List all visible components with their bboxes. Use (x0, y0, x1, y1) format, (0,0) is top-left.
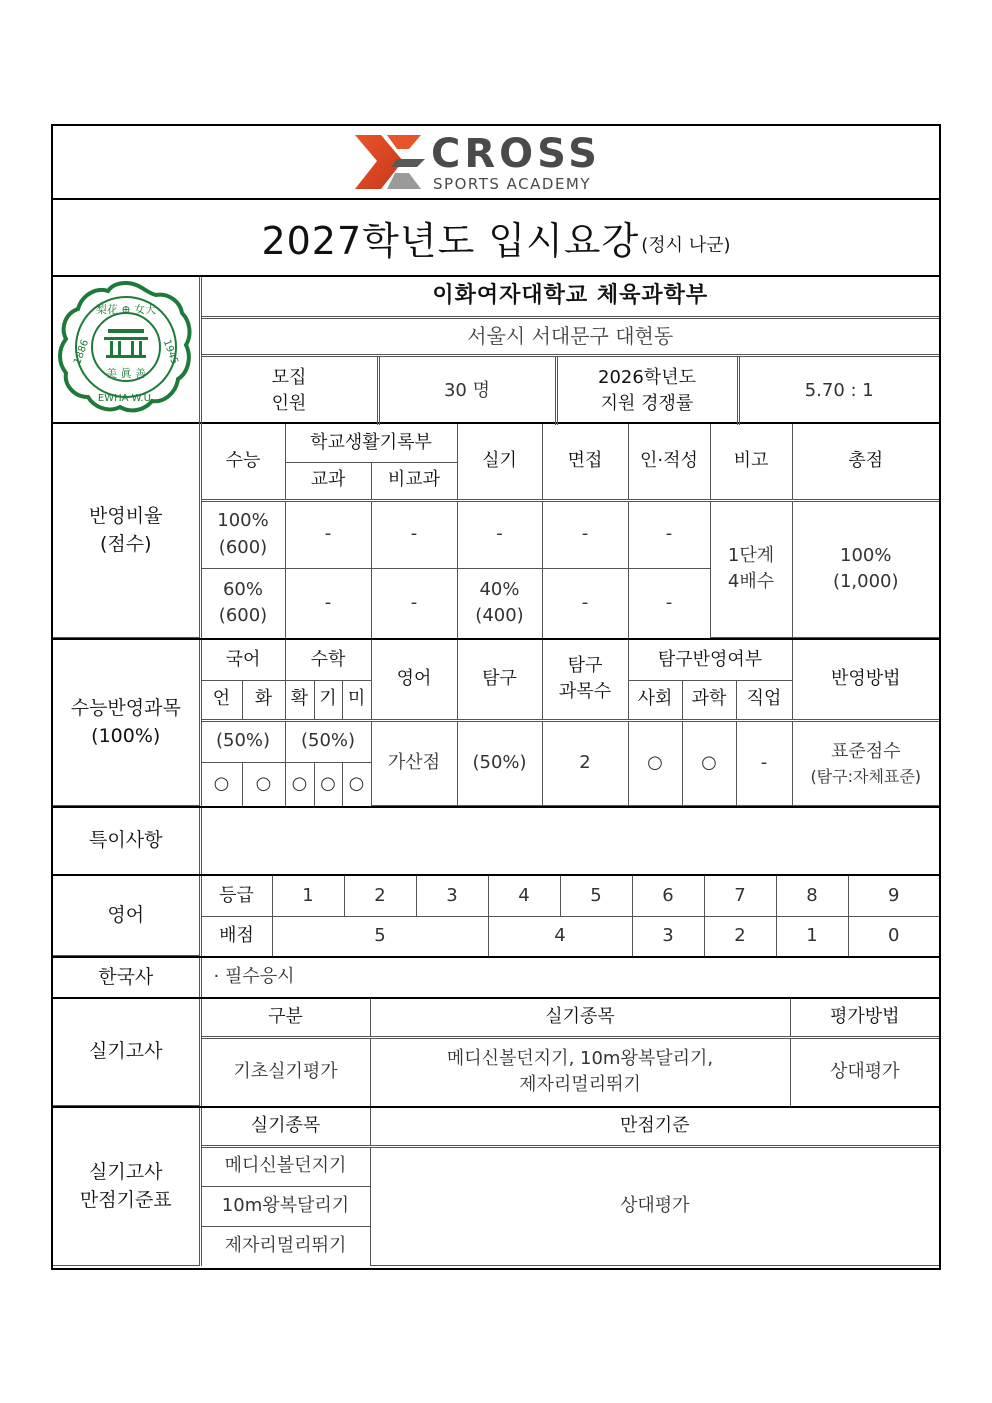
suneung-korean-pct: (50%) (200, 720, 285, 762)
suneung-header-method: 반영방법 (792, 640, 939, 720)
suneung-inquiry-pct: (50%) (457, 720, 542, 806)
practical-table (53, 999, 939, 1106)
ratio-row2-nonsubject: - (371, 568, 457, 638)
english-score-cell: 3 (632, 916, 704, 956)
suneung-science-mark: ○ (682, 720, 736, 806)
english-grade-cell: 4 (488, 876, 560, 916)
criteria-event: 10m왕복달리기 (200, 1186, 370, 1226)
suneung-mark-hwa: ○ (242, 762, 285, 806)
criteria-band (53, 1108, 939, 1268)
ratio-label (53, 424, 200, 638)
ratio-row2-suneung-pts: (600) (218, 605, 268, 626)
ratio-total-pts: (1,000) (832, 571, 899, 593)
english-score-cell: 2 (704, 916, 776, 956)
suneung-mark-gi: ○ (314, 762, 342, 806)
criteria-label-line1: 실기고사 (89, 1160, 163, 1183)
ratio-header-aptitude: 인·적성 (628, 424, 710, 500)
suneung-sub-eon: 언 (200, 680, 242, 720)
ratio-row1-aptitude: - (628, 500, 710, 568)
ratio-header-note: 비고 (710, 424, 792, 500)
admission-sheet (51, 124, 941, 1270)
english-score-cell: 5 (272, 916, 488, 956)
suneung-sub-hwak: 확 (285, 680, 314, 720)
emblem-top-text: 梨花 ⊕ 女大 (95, 303, 156, 316)
english-grade-cell: 7 (704, 876, 776, 916)
suneung-sub-mi: 미 (342, 680, 371, 720)
suneung-table (53, 640, 939, 806)
history-table (53, 958, 939, 997)
practical-events (370, 1037, 790, 1106)
ratio-row1-nonsubject: - (371, 500, 457, 568)
practical-events-line1: 메디신볼던지기, 10m왕복달리기, (446, 1047, 714, 1069)
recruit-label-line2: 인원 (271, 392, 307, 414)
emblem-year-right: 1945 (160, 338, 180, 366)
suneung-mark-mi: ○ (342, 762, 371, 806)
suneung-header-inq-count-line2: 과목수 (558, 681, 612, 703)
suneung-mark-hwak: ○ (285, 762, 314, 806)
practical-label: 실기고사 (53, 999, 200, 1106)
ratio-header-nonsubject: 비교과 (371, 462, 457, 500)
ratio-total (792, 500, 939, 638)
recruit-label (200, 355, 378, 425)
english-score-cell: 0 (848, 916, 939, 956)
ratio-header-interview: 면접 (542, 424, 628, 500)
english-grade-cell: 1 (272, 876, 344, 916)
suneung-header-inquiry: 탐구 (457, 640, 542, 720)
suneung-label (53, 640, 200, 806)
criteria-event: 메디신볼던지기 (200, 1146, 370, 1186)
special-content (200, 808, 939, 874)
brand-name: CROSS (431, 131, 601, 177)
suneung-header-inq-count (542, 640, 628, 720)
history-content: · 필수응시 (200, 958, 939, 997)
criteria-header-standard: 만점기준 (370, 1108, 939, 1146)
criteria-header-event: 실기종목 (200, 1108, 370, 1146)
english-grade-cell: 3 (416, 876, 488, 916)
suneung-header-english: 영어 (371, 640, 457, 720)
english-grade-cell: 9 (848, 876, 939, 916)
logo-band (53, 126, 939, 200)
special-table (53, 808, 939, 874)
criteria-standard: 상대평가 (370, 1146, 939, 1266)
criteria-label (53, 1108, 200, 1266)
suneung-job-mark: - (736, 720, 792, 806)
english-band (53, 876, 939, 958)
ratio-header-subject: 교과 (285, 462, 371, 500)
ratio-label-line1: 반영비율 (89, 504, 163, 527)
ratio-row1-suneung (200, 500, 285, 568)
history-label: 한국사 (53, 958, 200, 997)
suneung-header-inq-count-line1: 탐구 (567, 655, 603, 677)
emblem-cell (53, 277, 200, 425)
suneung-sub-science: 과학 (682, 680, 736, 720)
practical-header-events: 실기종목 (370, 999, 790, 1037)
history-band (53, 958, 939, 999)
english-score-cell: 1 (776, 916, 848, 956)
school-address: 서울시 서대문구 대현동 (200, 317, 939, 355)
emblem-building-icon (104, 329, 148, 358)
practical-events-line2: 제자리멀리뛰기 (519, 1074, 641, 1095)
criteria-label-line2: 만점기준표 (79, 1188, 172, 1211)
emblem-chars: 美 眞 善 (105, 367, 146, 380)
page-title: 2027학년도 입시요강 (261, 219, 640, 263)
suneung-sub-hwa: 화 (242, 680, 285, 720)
suneung-method-value (792, 720, 939, 806)
cross-logo (351, 129, 641, 195)
suneung-method-line1: 표준점수 (830, 740, 901, 762)
ratio-row2-practical-pts: (400) (475, 605, 524, 626)
ratio-total-pct: 100% (840, 545, 892, 567)
competition-label (556, 355, 738, 425)
english-grade-cell: 2 (344, 876, 416, 916)
ratio-row1-suneung-pts: (600) (218, 536, 268, 558)
english-score-cell: 4 (488, 916, 632, 956)
suneung-sub-job: 직업 (736, 680, 792, 720)
english-grade-label: 등급 (200, 876, 272, 916)
ratio-header-total: 총점 (792, 424, 939, 500)
ratio-header-practical: 실기 (457, 424, 542, 500)
suneung-social-mark: ○ (628, 720, 682, 806)
recruit-count: 30 명 (378, 355, 556, 425)
english-table (53, 876, 939, 956)
suneung-method-line2: (탐구:자체표준) (810, 766, 922, 786)
ratio-row2-suneung (200, 568, 285, 638)
suneung-sub-gi: 기 (314, 680, 342, 720)
cross-x-mark-icon (355, 135, 425, 189)
school-table (53, 277, 939, 425)
special-band (53, 808, 939, 876)
suneung-mark-eon: ○ (200, 762, 242, 806)
ratio-table (53, 424, 939, 638)
practical-header-evaluation: 평가방법 (790, 999, 939, 1037)
ratio-row2-practical (457, 568, 542, 638)
school-band (53, 277, 939, 424)
special-label: 특이사항 (53, 808, 200, 874)
suneung-sub-social: 사회 (628, 680, 682, 720)
suneung-math-pct: (50%) (285, 720, 371, 762)
ratio-row1-suneung-pct: 100% (217, 510, 269, 532)
suneung-band (53, 640, 939, 808)
ratio-header-suneung: 수능 (200, 424, 285, 500)
ratio-row1-interview: - (542, 500, 628, 568)
suneung-header-math: 수학 (285, 640, 371, 680)
competition-label-line1: 2026학년도 (598, 366, 696, 388)
ratio-row2-aptitude: - (628, 568, 710, 638)
page-subtitle: (정시 나군) (641, 234, 731, 256)
suneung-header-korean: 국어 (200, 640, 285, 680)
suneung-english-value: 가산점 (371, 720, 457, 806)
emblem-year-left: 1886 (71, 338, 91, 366)
brand-tagline: SPORTS ACADEMY (433, 175, 592, 193)
english-grade-cell: 6 (632, 876, 704, 916)
ratio-note-line2: 4배수 (727, 571, 775, 593)
recruit-label-line1: 모집 (271, 366, 307, 388)
title-band (53, 200, 939, 277)
emblem-bottom-text: EWHA W.U. (97, 393, 154, 404)
competition-value: 5.70 : 1 (738, 355, 939, 425)
school-name: 이화여자대학교 체육과학부 (200, 277, 939, 317)
english-grade-cell: 5 (560, 876, 632, 916)
suneung-header-inq-reflect: 탐구반영여부 (628, 640, 792, 680)
criteria-table (53, 1108, 939, 1266)
practical-category: 기초실기평가 (200, 1037, 370, 1106)
ewha-emblem-icon (56, 277, 196, 417)
suneung-inq-count-value: 2 (542, 720, 628, 806)
practical-band (53, 999, 939, 1108)
ratio-note (710, 500, 792, 638)
english-label: 영어 (53, 876, 200, 956)
ratio-row2-subject: - (285, 568, 371, 638)
ratio-label-line2: (점수) (99, 532, 152, 555)
ratio-row1-subject: - (285, 500, 371, 568)
ratio-row2-practical-pct: 40% (479, 578, 520, 600)
practical-header-category: 구분 (200, 999, 370, 1037)
ratio-header-record: 학교생활기록부 (285, 424, 457, 462)
ratio-row1-practical: - (457, 500, 542, 568)
practical-evaluation: 상대평가 (790, 1037, 939, 1106)
ratio-note-line1: 1단계 (727, 545, 775, 567)
ratio-row2-suneung-pct: 60% (222, 578, 263, 600)
ratio-band (53, 424, 939, 640)
criteria-event: 제자리멀리뛰기 (200, 1226, 370, 1266)
suneung-label-line2: (100%) (91, 724, 161, 747)
competition-label-line2: 지원 경쟁률 (600, 392, 694, 414)
suneung-label-line1: 수능반영과목 (70, 696, 181, 719)
english-grade-cell: 8 (776, 876, 848, 916)
english-score-label: 배점 (200, 916, 272, 956)
ratio-row2-interview: - (542, 568, 628, 638)
